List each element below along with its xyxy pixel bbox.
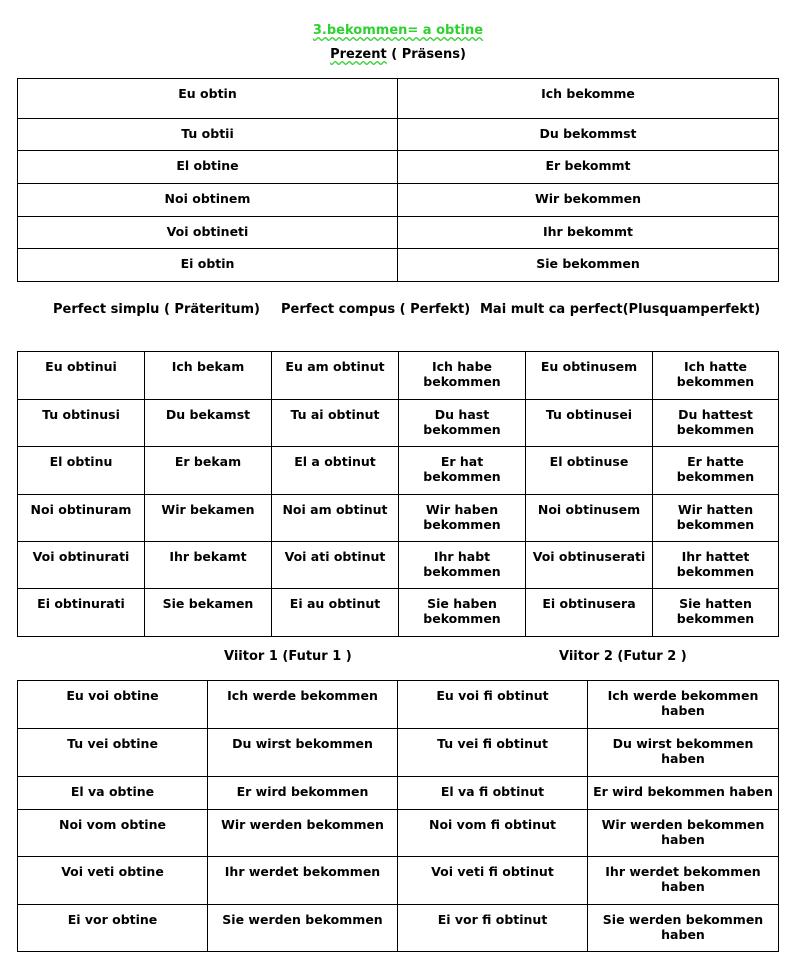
future-tense-body xyxy=(18,681,779,952)
table-cell: Du hast bekommen xyxy=(399,400,526,447)
table-cell: Er bekam xyxy=(145,447,272,495)
present-tense-word: Prezent xyxy=(330,47,387,62)
table-cell: Ei au obtinut xyxy=(272,589,399,637)
past-row xyxy=(18,589,779,637)
table-cell: Sie haben bekommen xyxy=(399,589,526,637)
future-row xyxy=(18,681,779,729)
table-cell: Ihr hattet bekommen xyxy=(653,542,779,589)
present-tense-heading xyxy=(0,47,786,62)
table-cell: Ei obtin xyxy=(18,249,398,282)
table-cell: Voi obtinuserati xyxy=(526,542,653,589)
present-row xyxy=(18,151,779,184)
heading-viitor-2: Viitor 2 (Futur 2 ) xyxy=(559,649,687,664)
table-cell: Voi veti obtine xyxy=(18,857,208,905)
table-cell: Noi vom fi obtinut xyxy=(398,810,588,857)
past-tense-table xyxy=(17,351,779,637)
table-cell: Du wirst bekommen haben xyxy=(588,729,779,777)
table-cell: Tu obtii xyxy=(18,119,398,151)
table-cell: Sie werden bekommen haben xyxy=(588,905,779,952)
past-row xyxy=(18,447,779,495)
present-tense-body xyxy=(18,79,779,282)
table-cell: Ich bekomme xyxy=(398,79,779,119)
table-cell: Ei vor obtine xyxy=(18,905,208,952)
table-cell: Ei obtinurati xyxy=(18,589,145,637)
table-cell: Noi obtinuram xyxy=(18,495,145,542)
table-cell: Wir bekommen xyxy=(398,184,779,217)
table-cell: Voi ati obtinut xyxy=(272,542,399,589)
present-tense-rest: ( Präsens) xyxy=(386,47,466,62)
table-cell: Noi vom obtine xyxy=(18,810,208,857)
table-cell: El va fi obtinut xyxy=(398,777,588,810)
present-row xyxy=(18,184,779,217)
future-row xyxy=(18,810,779,857)
table-cell: Du wirst bekommen xyxy=(208,729,398,777)
present-row xyxy=(18,217,779,249)
table-cell: Wir werden bekommen haben xyxy=(588,810,779,857)
table-cell: Noi am obtinut xyxy=(272,495,399,542)
table-cell: Ich habe bekommen xyxy=(399,352,526,400)
future-tense-headings xyxy=(0,649,786,667)
table-cell: Eu obtin xyxy=(18,79,398,119)
table-cell: El a obtinut xyxy=(272,447,399,495)
table-cell: Ich hatte bekommen xyxy=(653,352,779,400)
table-cell: El obtine xyxy=(18,151,398,184)
past-tense-headings xyxy=(0,302,786,320)
table-cell: Noi obtinusem xyxy=(526,495,653,542)
table-cell: El obtinu xyxy=(18,447,145,495)
present-tense-table xyxy=(17,78,779,282)
present-row xyxy=(18,249,779,282)
table-cell: Du bekamst xyxy=(145,400,272,447)
table-cell: Sie bekommen xyxy=(398,249,779,282)
table-cell: Wir werden bekommen xyxy=(208,810,398,857)
table-cell: Tu vei fi obtinut xyxy=(398,729,588,777)
table-cell: Eu voi obtine xyxy=(18,681,208,729)
table-cell: Ihr werdet bekommen xyxy=(208,857,398,905)
past-row xyxy=(18,400,779,447)
table-cell: Tu obtinusi xyxy=(18,400,145,447)
table-cell: Ihr bekamt xyxy=(145,542,272,589)
past-row xyxy=(18,495,779,542)
future-row xyxy=(18,905,779,952)
future-row xyxy=(18,729,779,777)
table-cell: Eu voi fi obtinut xyxy=(398,681,588,729)
table-cell: Wir hatten bekommen xyxy=(653,495,779,542)
past-row xyxy=(18,542,779,589)
future-row xyxy=(18,777,779,810)
past-tense-body xyxy=(18,352,779,637)
table-cell: Ihr habt bekommen xyxy=(399,542,526,589)
table-cell: Du bekommst xyxy=(398,119,779,151)
table-cell: Eu obtinusem xyxy=(526,352,653,400)
heading-perfect-compus: Perfect compus ( Perfekt) xyxy=(281,302,471,317)
table-cell: Voi obtinurati xyxy=(18,542,145,589)
table-cell: Ihr werdet bekommen haben xyxy=(588,857,779,905)
table-cell: Noi obtinem xyxy=(18,184,398,217)
table-cell: Ei vor fi obtinut xyxy=(398,905,588,952)
table-cell: Ei obtinusera xyxy=(526,589,653,637)
table-cell: Tu obtinusei xyxy=(526,400,653,447)
heading-viitor-1: Viitor 1 (Futur 1 ) xyxy=(224,649,352,664)
table-cell: Ihr bekommt xyxy=(398,217,779,249)
table-cell: Sie werden bekommen xyxy=(208,905,398,952)
table-cell: El va obtine xyxy=(18,777,208,810)
table-cell: Voi veti fi obtinut xyxy=(398,857,588,905)
table-cell: Wir bekamen xyxy=(145,495,272,542)
table-cell: Sie bekamen xyxy=(145,589,272,637)
table-cell: Ich bekam xyxy=(145,352,272,400)
table-cell: El obtinuse xyxy=(526,447,653,495)
present-row xyxy=(18,119,779,151)
table-cell: Voi obtineti xyxy=(18,217,398,249)
table-cell: Eu am obtinut xyxy=(272,352,399,400)
table-cell: Ich werde bekommen xyxy=(208,681,398,729)
table-cell: Er hatte bekommen xyxy=(653,447,779,495)
present-row xyxy=(18,79,779,119)
table-cell: Tu vei obtine xyxy=(18,729,208,777)
table-cell: Er bekommt xyxy=(398,151,779,184)
table-cell: Ich werde bekommen haben xyxy=(588,681,779,729)
table-cell: Er wird bekommen haben xyxy=(588,777,779,810)
table-cell: Wir haben bekommen xyxy=(399,495,526,542)
table-cell: Er wird bekommen xyxy=(208,777,398,810)
table-cell: Tu ai obtinut xyxy=(272,400,399,447)
heading-perfect-simplu: Perfect simplu ( Präteritum) xyxy=(53,302,260,317)
heading-mai-mult-ca-perfect: Mai mult ca perfect(Plusquamperfekt) xyxy=(480,302,761,317)
table-cell: Sie hatten bekommen xyxy=(653,589,779,637)
future-tense-table xyxy=(17,680,779,952)
past-row xyxy=(18,352,779,400)
future-row xyxy=(18,857,779,905)
table-cell: Du hattest bekommen xyxy=(653,400,779,447)
table-cell: Er hat bekommen xyxy=(399,447,526,495)
table-cell: Eu obtinui xyxy=(18,352,145,400)
document-title: 3.bekommen= a obtine xyxy=(312,23,484,38)
